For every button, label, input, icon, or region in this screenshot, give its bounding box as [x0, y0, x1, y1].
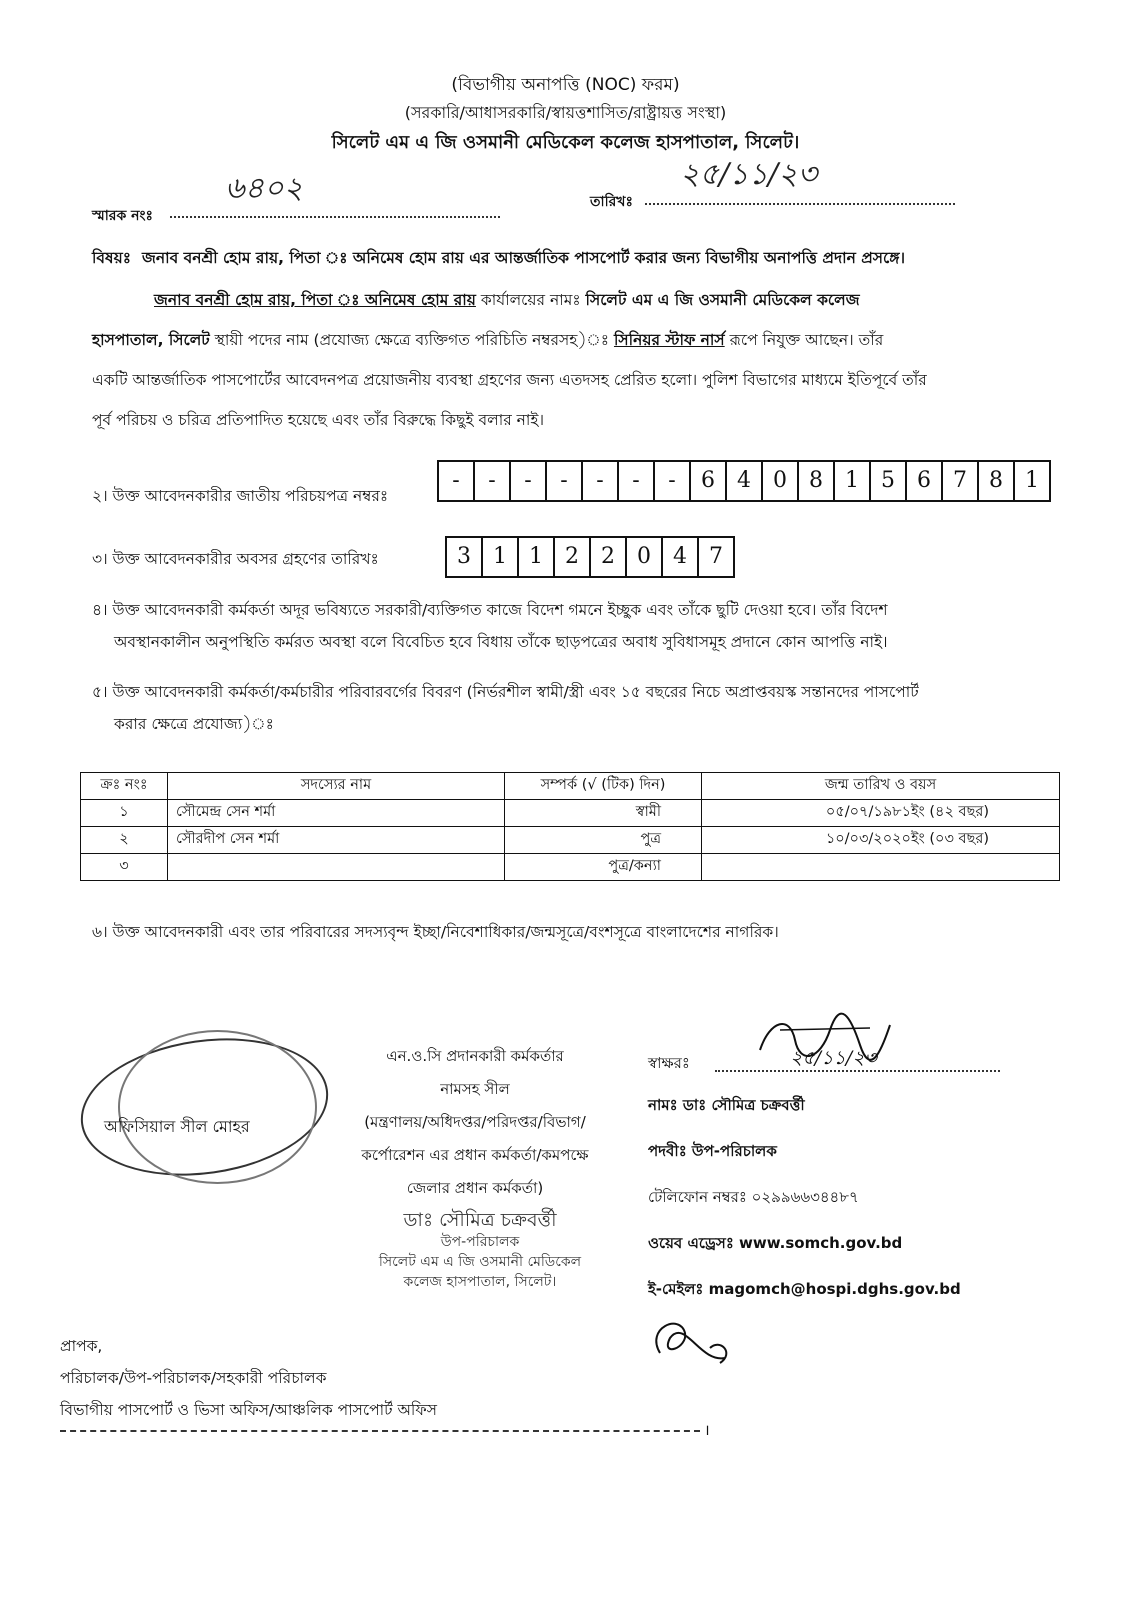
- retirement-digit-box: 7: [699, 538, 735, 576]
- nid-digit-box: 6: [907, 462, 943, 500]
- memo-label: স্মারক নংঃ: [92, 208, 153, 224]
- officer-stamp: [360, 1208, 600, 1292]
- retirement-digit-box: 4: [663, 538, 699, 576]
- office-name-b: হাসপাতাল, সিলেট: [92, 331, 210, 349]
- stamp-org-2: কলেজ হাসপাতাল, সিলেট।: [403, 1274, 557, 1290]
- item-6: ৬। উক্ত আবেদনকারী এবং তার পরিবারের সদস্যবৃন্দ ইচ্ছা/নিবেশাধিকার/জন্মসূত্রে/বংশসূত্রে বাংলাদেশের নাগরিক।: [92, 923, 779, 941]
- item-4-line-1: ৪। উক্ত আবেদনকারী কর্মকর্তা অদূর ভবিষ্যতে সরকারী/ব্যক্তিগত কাজে বিদেশ গমনে ইচ্ছুক এবং তাঁকে ছুটি দেওয়া হবে। তাঁর বিদেশ: [92, 601, 888, 619]
- paragraph-1-line-4: পূর্ব পরিচয় ও চরিত্র প্রতিপাদিত হয়েছে এবং তাঁর বিরুদ্ধে কিছুই বলার নাই।: [92, 411, 544, 429]
- signatory-name: নামঃ ডাঃ সৌমিত্র চক্রবর্ত্তী: [648, 1096, 805, 1114]
- nid-digit-box: 1: [835, 462, 871, 500]
- recipient-line-1: প্রাপক,: [60, 1337, 103, 1355]
- initials-scribble: [640, 1308, 750, 1378]
- row-relation: পুত্র/কন্যা: [505, 854, 702, 881]
- retirement-date-boxes: [445, 536, 735, 578]
- applicant-name: জনাব বনশ্রী হোম রায়, পিতা ঃ অনিমেষ হোম রায়: [154, 291, 476, 309]
- post-label: স্থায়ী পদের নাম (প্রযোজ্য ক্ষেত্রে ব্যক্তিগত পরিচিতি নম্বরসহ)ঃ: [209, 331, 614, 349]
- row-dob-age: ১০/০৩/২০২০ইং (০৩ বছর): [702, 827, 1060, 854]
- row-dob-age: [702, 854, 1060, 881]
- post-name: সিনিয়র স্টাফ নার্স: [613, 331, 725, 349]
- institution-title: সিলেট এম এ জি ওসমানী মেডিকেল কলেজ হাসপাতাল, সিলেট।: [331, 132, 800, 153]
- nid-digit-box: 1: [1015, 462, 1051, 500]
- dashed-line-end-mark: ।: [704, 1421, 710, 1439]
- nid-digit-box: 8: [799, 462, 835, 500]
- form-title: (বিভাগীয় অনাপত্তি (NOC) ফরম): [451, 75, 680, 95]
- noc-officer-line-4: কর্পোরেশন এর প্রধান কর্মকর্তা/কমপক্ষে: [361, 1146, 589, 1164]
- recipient-line-3: বিভাগীয় পাসপোর্ট ও ভিসা অফিস/আঞ্চলিক পাসপোর্ট অফিস: [60, 1401, 437, 1419]
- header-serial: ক্রঃ নংঃ: [81, 773, 168, 800]
- table-header-row: [81, 773, 1060, 800]
- nid-digit-box: -: [439, 462, 475, 500]
- office-name-a: সিলেট এম এ জি ওসমানী মেডিকেল কলেজ: [585, 291, 860, 309]
- row-member-name: সৌমেন্দ্র সেন শর্মা: [168, 800, 505, 827]
- nid-digit-box: -: [511, 462, 547, 500]
- nid-digit-box: -: [619, 462, 655, 500]
- memo-number: ৬৪০২: [225, 171, 303, 206]
- item-4-line-2: অবস্থানকালীন অনুপস্থিতি কর্মরত অবস্থা বলে বিবেচিত হবে বিধায় তাঁকে ছাড়পত্রের অবাধ সুবিধাসমূহ প্রদানে কোন আপত্তি নাই।: [114, 633, 888, 651]
- retirement-digit-box: 2: [555, 538, 591, 576]
- org-type: (সরকারি/আধাসরকারি/স্বায়ত্তশাসিত/রাষ্ট্রায়ত্ত সংস্থা): [404, 103, 727, 122]
- recipient-line-2: পরিচালক/উপ-পরিচালক/সহকারী পরিচালক: [60, 1369, 327, 1387]
- nid-digit-box: -: [475, 462, 511, 500]
- nid-number-boxes: [437, 460, 1051, 502]
- signatory-email: ই-মেইলঃ magomch@hospi.dghs.gov.bd: [648, 1280, 961, 1298]
- memo-dotted-line: [170, 216, 500, 218]
- item-5-line-2: করার ক্ষেত্রে প্রযোজ্য)ঃ: [114, 715, 274, 733]
- nid-digit-box: 0: [763, 462, 799, 500]
- row-relation: পুত্র: [505, 827, 702, 854]
- retirement-digit-box: 1: [483, 538, 519, 576]
- signatory-post: পদবীঃ উপ-পরিচালক: [648, 1142, 777, 1160]
- item-5: [92, 676, 1062, 740]
- official-seal-text: অফিসিয়াল সীল মোহর: [104, 1117, 250, 1136]
- signatory-web: ওয়েব এড্রেসঃ www.somch.gov.bd: [648, 1234, 903, 1252]
- row-relation: স্বামী: [505, 800, 702, 827]
- retirement-digit-box: 2: [591, 538, 627, 576]
- row-serial: ২: [81, 827, 168, 854]
- nid-digit-box: -: [655, 462, 691, 500]
- subject-label: বিষয়ঃ: [92, 249, 132, 267]
- paragraph-1: [92, 280, 1052, 440]
- date-label: তারিখঃ: [590, 194, 633, 210]
- noc-officer-line-5: জেলার প্রধান কর্মকর্তা): [406, 1179, 544, 1197]
- table-row: [81, 854, 1060, 881]
- post-tail: রূপে নিযুক্ত আছেন। তাঁর: [724, 331, 884, 349]
- table-row: [81, 827, 1060, 854]
- subject-text: জনাব বনশ্রী হোম রায়, পিতা ঃ অনিমেষ হোম রায় এর আন্তর্জাতিক পাসপোর্ট করার জন্য বিভাগীয় অনাপত্তি প্রদান প্রসঙ্গে।: [141, 249, 906, 267]
- row-serial: ৩: [81, 854, 168, 881]
- table-row: [81, 800, 1060, 827]
- recipient-block: [60, 1330, 437, 1426]
- item-5-line-1: ৫। উক্ত আবেদনকারী কর্মকর্তা/কর্মচারীর পরিবারবর্গের বিবরণ (নির্ভরশীল স্বামী/স্ত্রী এবং ১৫ বছরের নিচে অপ্রাপ্তবয়স্ক সন্তানদের পাসপোর্ট: [92, 683, 919, 701]
- row-serial: ১: [81, 800, 168, 827]
- retirement-digit-box: 0: [627, 538, 663, 576]
- nid-digit-box: 7: [943, 462, 979, 500]
- nid-digit-box: 5: [871, 462, 907, 500]
- noc-officer-block: [330, 1040, 620, 1205]
- header-dob-age: জন্ম তারিখ ও বয়স: [702, 773, 1060, 800]
- office-label: কার্যালয়ের নামঃ: [475, 291, 586, 309]
- noc-officer-line-3: (মন্ত্রণালয়/অধিদপ্তর/পরিদপ্তর/বিভাগ/: [364, 1113, 586, 1131]
- header-member-name: সদস্যের নাম: [168, 773, 505, 800]
- noc-officer-line-2: নামসহ সীল: [440, 1080, 510, 1098]
- subject-line: [92, 246, 1072, 272]
- retirement-digit-box: 3: [447, 538, 483, 576]
- recipient-dashed-line: [60, 1430, 700, 1432]
- row-member-name: সৌরদীপ সেন শর্মা: [168, 827, 505, 854]
- nid-digit-box: -: [547, 462, 583, 500]
- paragraph-1-line-3: একটি আন্তর্জাতিক পাসপোর্টের আবেদনপত্র প্রয়োজনীয় ব্যবস্থা গ্রহণের জন্য এতদসহ প্রেরিত হলো। পুলিশ বিভাগের মাধ্যমে ইতিপূর্বে তাঁর: [92, 371, 927, 389]
- stamp-name: ডাঃ সৌমিত্র চক্রবর্ত্তী: [403, 1209, 557, 1231]
- signatory-phone: টেলিফোন নম্বরঃ ০২৯৯৬৬৩৪৪৮৭: [648, 1188, 859, 1206]
- sign-date: ২৫/১১/২৩: [790, 1047, 877, 1069]
- header-relation: সম্পর্ক (√ (টিক) দিন): [505, 773, 702, 800]
- nid-digit-box: -: [583, 462, 619, 500]
- date-value: ২৫/১১/২৩: [680, 157, 818, 192]
- nid-digit-box: 4: [727, 462, 763, 500]
- nid-label: ২। উক্ত আবেদনকারীর জাতীয় পরিচয়পত্র নম্বরঃ: [92, 487, 389, 505]
- round-stamp: [118, 1030, 317, 1184]
- retirement-digit-box: 1: [519, 538, 555, 576]
- stamp-org-1: সিলেট এম এ জি ওসমানী মেডিকেল: [378, 1254, 582, 1270]
- row-dob-age: ০৫/০৭/১৯৮১ইং (৪২ বছর): [702, 800, 1060, 827]
- nid-digit-box: 8: [979, 462, 1015, 500]
- nid-digit-box: 6: [691, 462, 727, 500]
- noc-officer-line-1: এন.ও.সি প্রদানকারী কর্মকর্তার: [386, 1047, 564, 1065]
- date-dotted-line: [645, 203, 955, 205]
- item-4: [92, 594, 1062, 658]
- retirement-label: ৩। উক্ত আবেদনকারীর অবসর গ্রহণের তারিখঃ: [92, 550, 379, 568]
- sign-label: স্বাক্ষরঃ: [648, 1054, 690, 1072]
- family-table: [80, 772, 1060, 881]
- stamp-post: উপ-পরিচালক: [440, 1234, 520, 1250]
- row-member-name: [168, 854, 505, 881]
